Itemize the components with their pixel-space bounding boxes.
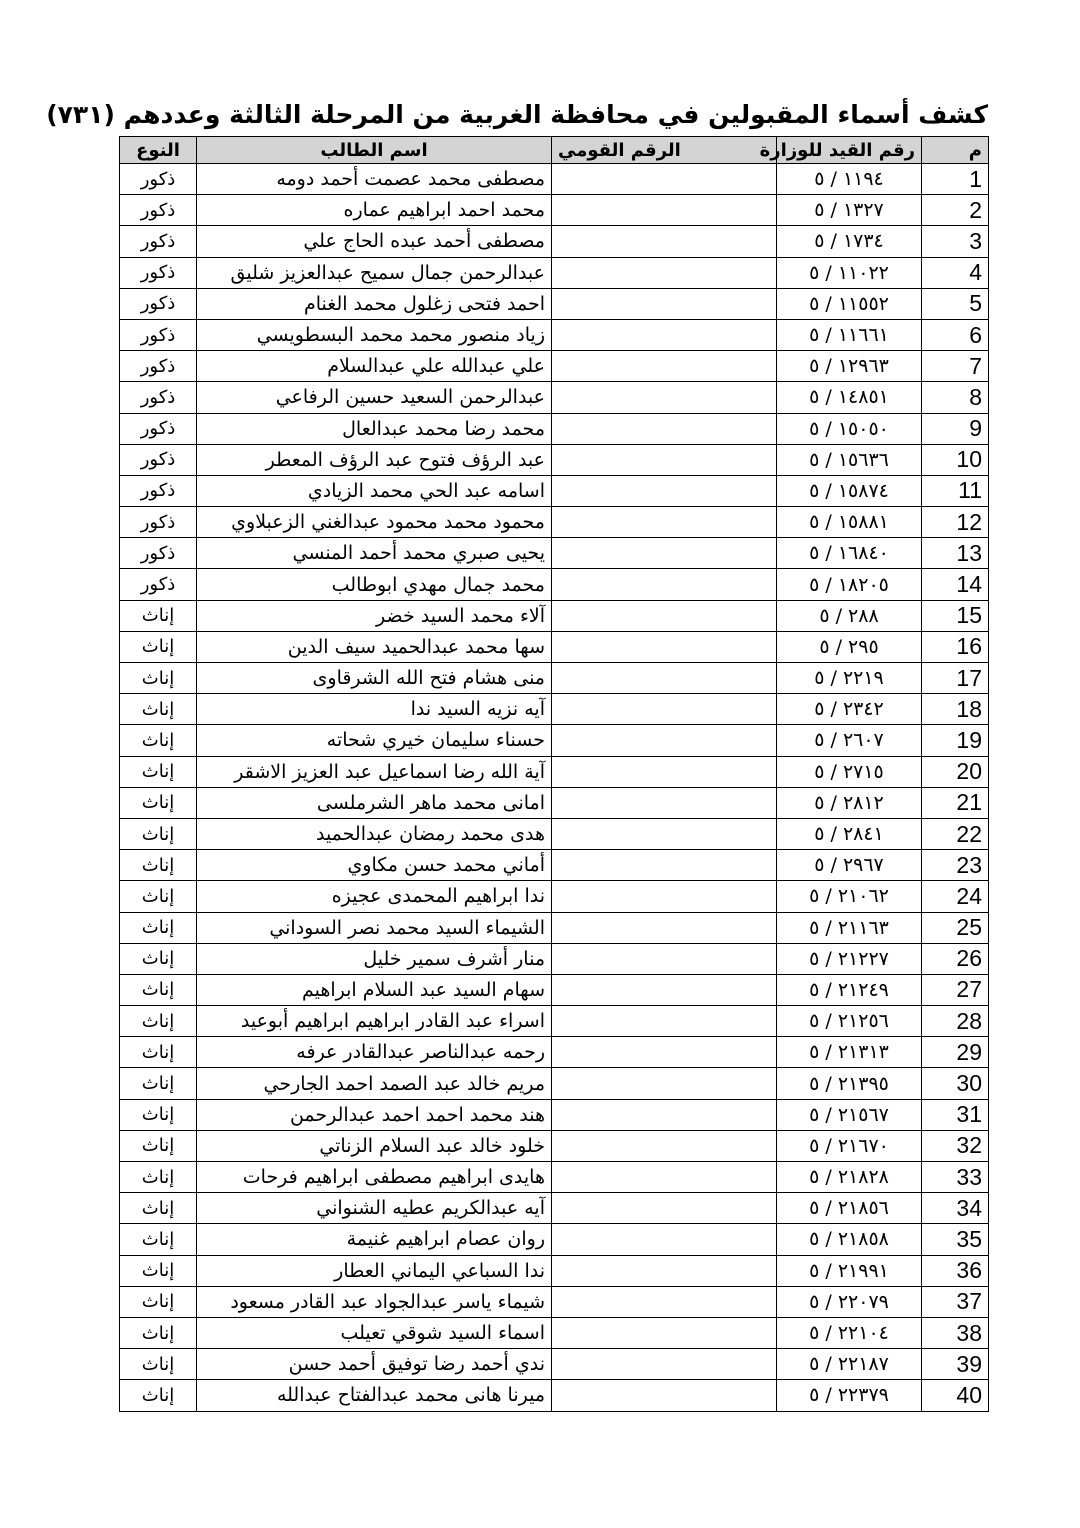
table-row [120, 912, 989, 943]
row-index: 7 [922, 351, 989, 382]
student-name: مصطفى محمد عصمت أحمد دومه [197, 164, 552, 195]
national-id-cell [552, 319, 777, 350]
gender-cell: إناث [120, 1099, 197, 1130]
row-index: 22 [922, 818, 989, 849]
registration-number: ١١٦٦١ / ٥ [777, 319, 922, 350]
gender-cell: ذكور [120, 195, 197, 226]
gender-cell: إناث [120, 912, 197, 943]
national-id-cell [552, 694, 777, 725]
student-name: اسامه عبد الحي محمد الزيادي [197, 475, 552, 506]
registration-number: ٢٨٨ / ٥ [777, 600, 922, 631]
student-name: آية الله رضا اسماعيل عبد العزيز الاشقر [197, 756, 552, 787]
registration-number: ١١٩٤ / ٥ [777, 164, 922, 195]
student-name: سها محمد عبدالحميد سيف الدين [197, 631, 552, 662]
row-index: 12 [922, 507, 989, 538]
gender-cell: إناث [120, 1224, 197, 1255]
table-row [120, 725, 989, 756]
registration-number: ٢١٢٤٩ / ٥ [777, 974, 922, 1005]
national-id-cell [552, 818, 777, 849]
row-index: 30 [922, 1068, 989, 1099]
student-name: امانى محمد ماهر الشرملسى [197, 787, 552, 818]
row-index: 17 [922, 663, 989, 694]
row-index: 6 [922, 319, 989, 350]
table-row [120, 1224, 989, 1255]
national-id-cell [552, 1006, 777, 1037]
national-id-cell [552, 1224, 777, 1255]
gender-cell: ذكور [120, 164, 197, 195]
gender-cell: إناث [120, 974, 197, 1005]
national-id-cell [552, 257, 777, 288]
student-name: هند محمد احمد احمد عبدالرحمن [197, 1099, 552, 1130]
gender-cell: إناث [120, 1380, 197, 1411]
table-row [120, 475, 989, 506]
row-index: 36 [922, 1255, 989, 1286]
table-row [120, 818, 989, 849]
table-row [120, 1162, 989, 1193]
registration-number: ١٨٢٠٥ / ٥ [777, 569, 922, 600]
student-name: حسناء سليمان خيري شحاته [197, 725, 552, 756]
table-row [120, 1317, 989, 1348]
gender-cell: ذكور [120, 413, 197, 444]
student-name: هايدى ابراهيم مصطفى ابراهيم فرحات [197, 1162, 552, 1193]
table-row [120, 787, 989, 818]
gender-cell: إناث [120, 694, 197, 725]
student-name: رحمه عبدالناصر عبدالقادر عرفه [197, 1037, 552, 1068]
student-name: شيماء ياسر عبدالجواد عبد القادر مسعود [197, 1286, 552, 1317]
row-index: 11 [922, 475, 989, 506]
gender-cell: إناث [120, 1006, 197, 1037]
student-name: سهام السيد عبد السلام ابراهيم [197, 974, 552, 1005]
gender-cell: إناث [120, 1193, 197, 1224]
row-index: 37 [922, 1286, 989, 1317]
table-row [120, 413, 989, 444]
national-id-cell [552, 288, 777, 319]
table-row [120, 694, 989, 725]
national-id-cell [552, 1255, 777, 1286]
row-index: 20 [922, 756, 989, 787]
national-id-cell [552, 725, 777, 756]
national-id-cell [552, 1068, 777, 1099]
registration-number: ٢١٨٥٨ / ٥ [777, 1224, 922, 1255]
registration-number: ١٥٨٧٤ / ٥ [777, 475, 922, 506]
gender-cell: إناث [120, 631, 197, 662]
registration-number: ٢٢١٠٤ / ٥ [777, 1317, 922, 1348]
national-id-cell [552, 912, 777, 943]
row-index: 26 [922, 943, 989, 974]
table-row [120, 507, 989, 538]
table-body [120, 164, 989, 1412]
row-index: 9 [922, 413, 989, 444]
gender-cell: إناث [120, 1317, 197, 1348]
table-row [120, 756, 989, 787]
gender-cell: إناث [120, 725, 197, 756]
row-index: 34 [922, 1193, 989, 1224]
gender-cell: ذكور [120, 538, 197, 569]
row-index: 19 [922, 725, 989, 756]
registration-number: ٢٨٤١ / ٥ [777, 818, 922, 849]
student-name: علي عبدالله علي عبدالسلام [197, 351, 552, 382]
registration-number: ١١٥٥٢ / ٥ [777, 288, 922, 319]
row-index: 33 [922, 1162, 989, 1193]
row-index: 27 [922, 974, 989, 1005]
table-row [120, 226, 989, 257]
table-row [120, 1380, 989, 1411]
gender-cell: ذكور [120, 226, 197, 257]
table-row [120, 1006, 989, 1037]
registration-number: ١٥٠٥٠ / ٥ [777, 413, 922, 444]
registration-number: ٢٣٤٢ / ٥ [777, 694, 922, 725]
national-id-cell [552, 1193, 777, 1224]
registration-number: ٢١٨٢٨ / ٥ [777, 1162, 922, 1193]
student-name: آيه عبدالكريم عطيه الشنواني [197, 1193, 552, 1224]
row-index: 5 [922, 288, 989, 319]
row-index: 29 [922, 1037, 989, 1068]
row-index: 23 [922, 850, 989, 881]
table-row [120, 351, 989, 382]
registration-number: ١٧٣٤ / ٥ [777, 226, 922, 257]
table-row [120, 663, 989, 694]
table-row [120, 382, 989, 413]
row-index: 24 [922, 881, 989, 912]
national-id-cell [552, 1317, 777, 1348]
registration-number: ٢٦٠٧ / ٥ [777, 725, 922, 756]
national-id-cell [552, 756, 777, 787]
national-id-cell [552, 507, 777, 538]
row-index: 39 [922, 1349, 989, 1380]
gender-cell: إناث [120, 787, 197, 818]
national-id-cell [552, 787, 777, 818]
student-name: هدى محمد رمضان عبدالحميد [197, 818, 552, 849]
national-id-cell [552, 164, 777, 195]
row-index: 16 [922, 631, 989, 662]
registration-number: ١٢٩٦٣ / ٥ [777, 351, 922, 382]
national-id-cell [552, 475, 777, 506]
row-index: 15 [922, 600, 989, 631]
student-name: ندا السباعي اليماني العطار [197, 1255, 552, 1286]
registration-number: ٢٧١٥ / ٥ [777, 756, 922, 787]
table-row [120, 1099, 989, 1130]
table-row [120, 1349, 989, 1380]
row-index: 4 [922, 257, 989, 288]
student-name: اسماء السيد شوقي تعيلب [197, 1317, 552, 1348]
table-row [120, 881, 989, 912]
national-id-cell [552, 569, 777, 600]
gender-cell: ذكور [120, 257, 197, 288]
student-name: آيه نزيه السيد ندا [197, 694, 552, 725]
row-index: 21 [922, 787, 989, 818]
student-name: محمود محمد محمود عبدالغني الزعبلاوي [197, 507, 552, 538]
national-id-cell [552, 600, 777, 631]
registration-number: ١٣٢٧ / ٥ [777, 195, 922, 226]
registration-number: ٢٩٦٧ / ٥ [777, 850, 922, 881]
header-student-name: اسم الطالب [197, 137, 552, 164]
national-id-cell [552, 631, 777, 662]
table-row [120, 319, 989, 350]
national-id-cell [552, 1130, 777, 1161]
student-name: ندي أحمد رضا توفيق أحمد حسن [197, 1349, 552, 1380]
national-id-cell [552, 1380, 777, 1411]
student-name: ندا ابراهيم المحمدى عجيزه [197, 881, 552, 912]
national-id-cell [552, 351, 777, 382]
national-id-cell [552, 538, 777, 569]
row-index: 31 [922, 1099, 989, 1130]
row-index: 38 [922, 1317, 989, 1348]
national-id-cell [552, 382, 777, 413]
gender-cell: إناث [120, 1130, 197, 1161]
student-name: مصطفى أحمد عبده الحاج علي [197, 226, 552, 257]
table-row [120, 257, 989, 288]
table-header-row [120, 137, 989, 164]
accepted-students-table [119, 136, 989, 1412]
header-national-id: الرقم القومي [552, 137, 777, 164]
registration-number: ٢١٦٧٠ / ٥ [777, 1130, 922, 1161]
student-name: عبد الرؤف فتوح عبد الرؤف المعطر [197, 444, 552, 475]
row-index: 14 [922, 569, 989, 600]
student-name: احمد فتحى زغلول محمد الغنام [197, 288, 552, 319]
student-name: اسراء عبد القادر ابراهيم ابراهيم أبوعيد [197, 1006, 552, 1037]
table-row [120, 538, 989, 569]
student-name: منار أشرف سمير خليل [197, 943, 552, 974]
header-index: م [922, 137, 989, 164]
row-index: 3 [922, 226, 989, 257]
gender-cell: إناث [120, 1162, 197, 1193]
table-row [120, 1037, 989, 1068]
student-name: روان عصام ابراهيم غنيمة [197, 1224, 552, 1255]
row-index: 10 [922, 444, 989, 475]
table-row [120, 1193, 989, 1224]
document-title: كشف أسماء المقبولين في محافظة الغربية من المرحلة الثالثة وعددهم (٧٣١) [46, 100, 988, 129]
gender-cell: إناث [120, 756, 197, 787]
registration-number: ٢١٣١٣ / ٥ [777, 1037, 922, 1068]
gender-cell: إناث [120, 600, 197, 631]
registration-number: ٢١٢٢٧ / ٥ [777, 943, 922, 974]
gender-cell: إناث [120, 1037, 197, 1068]
gender-cell: ذكور [120, 288, 197, 319]
national-id-cell [552, 943, 777, 974]
table-row [120, 1068, 989, 1099]
registration-number: ١٥٨٨١ / ٥ [777, 507, 922, 538]
header-gender: النوع [120, 137, 197, 164]
table-row [120, 943, 989, 974]
student-name: محمد احمد ابراهيم عماره [197, 195, 552, 226]
student-name: الشيماء السيد محمد نصر السوداني [197, 912, 552, 943]
row-index: 32 [922, 1130, 989, 1161]
registration-number: ٢١٢٥٦ / ٥ [777, 1006, 922, 1037]
table-row [120, 195, 989, 226]
gender-cell: إناث [120, 1255, 197, 1286]
gender-cell: إناث [120, 818, 197, 849]
table-row [120, 631, 989, 662]
student-name: محمد رضا محمد عبدالعال [197, 413, 552, 444]
gender-cell: ذكور [120, 382, 197, 413]
student-name: زياد منصور محمد محمد البسطويسي [197, 319, 552, 350]
row-index: 8 [922, 382, 989, 413]
student-name: عبدالرحمن جمال سميح عبدالعزيز شليق [197, 257, 552, 288]
table-row [120, 164, 989, 195]
gender-cell: إناث [120, 1068, 197, 1099]
student-name: محمد جمال مهدي ابوطالب [197, 569, 552, 600]
registration-number: ٢٢١٩ / ٥ [777, 663, 922, 694]
row-index: 13 [922, 538, 989, 569]
registration-number: ١٤٨٥١ / ٥ [777, 382, 922, 413]
gender-cell: ذكور [120, 507, 197, 538]
national-id-cell [552, 1349, 777, 1380]
gender-cell: ذكور [120, 475, 197, 506]
registration-number: ٢١٩٩١ / ٥ [777, 1255, 922, 1286]
table-row [120, 569, 989, 600]
row-index: 35 [922, 1224, 989, 1255]
national-id-cell [552, 850, 777, 881]
student-name: مريم خالد عبد الصمد احمد الجارحي [197, 1068, 552, 1099]
student-name: يحيى صبري محمد أحمد المنسي [197, 538, 552, 569]
table-row [120, 288, 989, 319]
national-id-cell [552, 226, 777, 257]
table-row [120, 600, 989, 631]
gender-cell: ذكور [120, 444, 197, 475]
row-index: 28 [922, 1006, 989, 1037]
national-id-cell [552, 663, 777, 694]
row-index: 18 [922, 694, 989, 725]
national-id-cell [552, 413, 777, 444]
national-id-cell [552, 444, 777, 475]
row-index: 2 [922, 195, 989, 226]
gender-cell: إناث [120, 943, 197, 974]
registration-number: ٢١٨٥٦ / ٥ [777, 1193, 922, 1224]
table-row [120, 1255, 989, 1286]
registration-number: ١١٠٢٢ / ٥ [777, 257, 922, 288]
student-name: آلاء محمد السيد خضر [197, 600, 552, 631]
student-name: خلود خالد عبد السلام الزناتي [197, 1130, 552, 1161]
student-name: منى هشام فتح الله الشرقاوى [197, 663, 552, 694]
gender-cell: إناث [120, 1286, 197, 1317]
national-id-cell [552, 881, 777, 912]
student-name: عبدالرحمن السعيد حسين الرفاعي [197, 382, 552, 413]
table-row [120, 974, 989, 1005]
national-id-cell [552, 1286, 777, 1317]
row-index: 40 [922, 1380, 989, 1411]
registration-number: ٢١١٦٣ / ٥ [777, 912, 922, 943]
registration-number: ١٦٨٤٠ / ٥ [777, 538, 922, 569]
registration-number: ٢٩٥ / ٥ [777, 631, 922, 662]
national-id-cell [552, 1162, 777, 1193]
gender-cell: إناث [120, 1349, 197, 1380]
table-row [120, 1286, 989, 1317]
header-registration-number: رقم القيد للوزارة [777, 137, 922, 164]
gender-cell: إناث [120, 663, 197, 694]
student-name: أماني محمد حسن مكاوي [197, 850, 552, 881]
registration-number: ٢٢٣٧٩ / ٥ [777, 1380, 922, 1411]
national-id-cell [552, 1037, 777, 1068]
registration-number: ١٥٦٣٦ / ٥ [777, 444, 922, 475]
national-id-cell [552, 1099, 777, 1130]
registration-number: ٢٨١٢ / ٥ [777, 787, 922, 818]
registration-number: ٢٢٠٧٩ / ٥ [777, 1286, 922, 1317]
registration-number: ٢١٥٦٧ / ٥ [777, 1099, 922, 1130]
row-index: 25 [922, 912, 989, 943]
table-row [120, 850, 989, 881]
gender-cell: إناث [120, 850, 197, 881]
table-row [120, 1130, 989, 1161]
gender-cell: ذكور [120, 569, 197, 600]
gender-cell: إناث [120, 881, 197, 912]
national-id-cell [552, 195, 777, 226]
registration-number: ٢١٠٦٢ / ٥ [777, 881, 922, 912]
national-id-cell [552, 974, 777, 1005]
student-name: ميرنا هانى محمد عبدالفتاح عبدالله [197, 1380, 552, 1411]
table-row [120, 444, 989, 475]
registration-number: ٢١٣٩٥ / ٥ [777, 1068, 922, 1099]
row-index: 1 [922, 164, 989, 195]
registration-number: ٢٢١٨٧ / ٥ [777, 1349, 922, 1380]
gender-cell: ذكور [120, 319, 197, 350]
gender-cell: ذكور [120, 351, 197, 382]
